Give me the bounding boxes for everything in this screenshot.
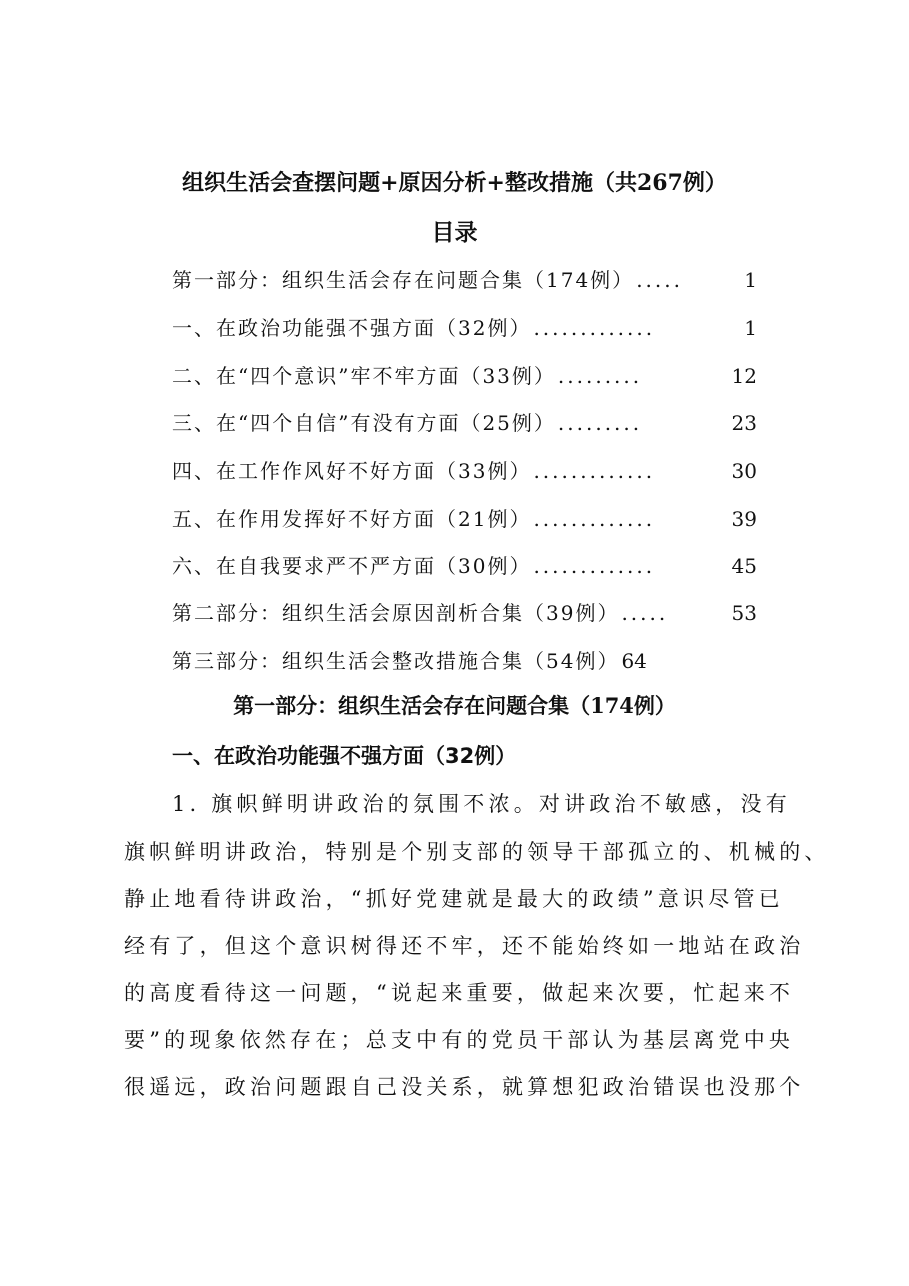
toc-leader-dots: ......... (557, 411, 643, 435)
toc-entry-text: 四、在工作作风好不好方面（33例） (172, 459, 532, 483)
toc-page-number: 12 (731, 364, 757, 388)
toc-entry-text: 第三部分：组织生活会整改措施合集（54例） (172, 649, 620, 673)
paragraph-line: 静止地看待讲政治，“抓好党建就是最大的政绩”意识尽管已 (124, 887, 784, 911)
section-title: 第一部分：组织生活会存在问题合集（174例） (233, 693, 676, 718)
toc-page-number: 23 (731, 411, 757, 435)
toc-page-number: 45 (731, 554, 757, 578)
toc-leader-dots: ..... (636, 268, 683, 292)
toc-page-number: 1 (744, 316, 757, 340)
toc-entry-text: 五、在作用发挥好不好方面（21例） (172, 507, 532, 531)
toc-entry[interactable] (172, 504, 757, 534)
toc-leader-dots: ..... (621, 601, 669, 625)
toc-page-number: 64 (621, 649, 647, 673)
toc-entry[interactable] (172, 408, 757, 438)
toc-leader-dots: ............. (533, 554, 656, 578)
toc-entry[interactable] (172, 598, 757, 628)
toc-leader-dots: ............. (533, 316, 656, 340)
toc-heading: 目录 (431, 219, 478, 246)
toc-page-number: 1 (744, 268, 757, 292)
toc-leader-dots: ......... (557, 364, 643, 388)
toc-entry[interactable] (172, 313, 757, 343)
toc-leader-dots: ............. (533, 507, 656, 531)
toc-page-number: 30 (731, 459, 757, 483)
toc-entry-text: 二、在“四个意识”牢不牢方面（33例） (172, 364, 556, 388)
paragraph-line: 要”的现象依然存在；总支中有的党员干部认为基层离党中央 (124, 1028, 795, 1052)
toc-entry[interactable] (172, 456, 757, 486)
paragraph-line: 的高度看待这一问题，“说起来重要，做起来次要，忙起来不 (124, 981, 795, 1005)
toc-entry[interactable] (172, 361, 757, 391)
paragraph-line: 很遥远，政治问题跟自己没关系，就算想犯政治错误也没那个 (124, 1075, 805, 1099)
toc-page-number: 53 (731, 601, 757, 625)
toc-entry-text: 六、在自我要求严不严方面（30例） (172, 554, 532, 578)
toc-entry[interactable] (172, 551, 757, 581)
toc-entry[interactable] (172, 265, 757, 295)
toc-entry-text: 第一部分：组织生活会存在问题合集（174例） (172, 268, 635, 292)
toc-entry-text: 一、在政治功能强不强方面（32例） (172, 316, 532, 340)
toc-entry[interactable] (172, 646, 647, 676)
paragraph-line: 经有了，但这个意识树得还不牢，还不能始终如一地站在政治 (124, 934, 805, 958)
paragraph-line: 旗帜鲜明讲政治，特别是个别支部的领导干部孤立的、机械的、 (124, 840, 830, 864)
section-subheading: 一、在政治功能强不强方面（32例） (172, 744, 517, 768)
toc-page-number: 39 (731, 507, 757, 531)
toc-leader-dots: ............. (533, 459, 656, 483)
toc-entry-text: 三、在“四个自信”有没有方面（25例） (172, 411, 556, 435)
toc-entry-text: 第二部分：组织生活会原因剖析合集（39例） (172, 601, 620, 625)
paragraph-line: 1. 旗帜鲜明讲政治的氛围不浓。对讲政治不敏感，没有 (172, 792, 791, 816)
document-title: 组织生活会查摆问题+原因分析+整改措施（共267例） (182, 170, 727, 196)
